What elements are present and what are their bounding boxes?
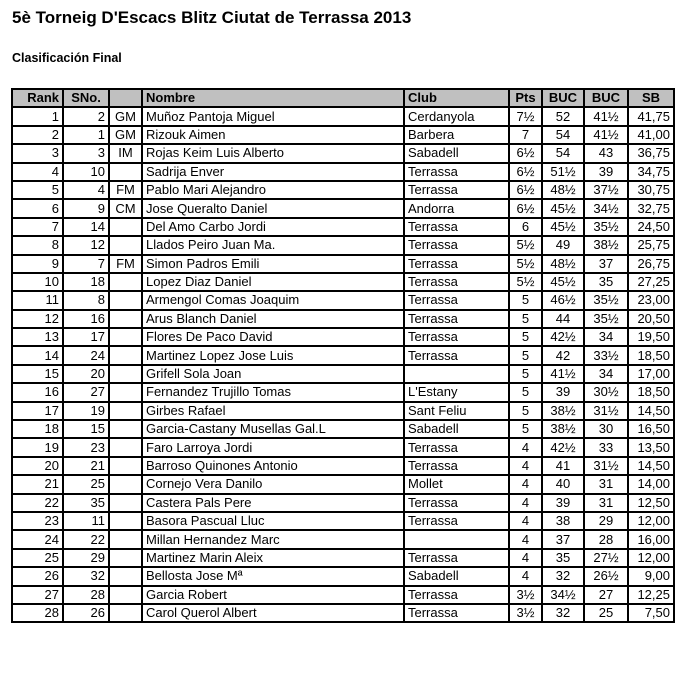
cell-name: Millan Hernandez Marc — [142, 530, 404, 548]
cell-buc2: 35½ — [584, 291, 628, 309]
cell-buc1: 39 — [542, 383, 584, 401]
cell-title: IM — [109, 144, 142, 162]
cell-buc1: 40 — [542, 475, 584, 493]
header-row — [12, 89, 674, 107]
cell-rank: 18 — [12, 420, 63, 438]
cell-sno: 1 — [63, 126, 109, 144]
cell-buc2: 33½ — [584, 346, 628, 364]
table-row — [12, 438, 674, 456]
cell-title — [109, 218, 142, 236]
cell-sno: 12 — [63, 236, 109, 254]
cell-title — [109, 402, 142, 420]
cell-buc2: 29 — [584, 512, 628, 530]
cell-sb: 41,75 — [628, 107, 674, 125]
cell-buc2: 43 — [584, 144, 628, 162]
cell-buc2: 39 — [584, 163, 628, 181]
cell-name: Grifell Sola Joan — [142, 365, 404, 383]
cell-pts: 5 — [509, 310, 542, 328]
cell-name: Martinez Marin Aleix — [142, 549, 404, 567]
cell-pts: 5 — [509, 291, 542, 309]
cell-sb: 34,75 — [628, 163, 674, 181]
cell-buc1: 44 — [542, 310, 584, 328]
cell-sb: 30,75 — [628, 181, 674, 199]
header-sb: SB — [628, 89, 674, 107]
cell-sb: 25,75 — [628, 236, 674, 254]
cell-title — [109, 457, 142, 475]
cell-club: Sabadell — [404, 144, 509, 162]
cell-title: FM — [109, 181, 142, 199]
cell-club: Terrassa — [404, 273, 509, 291]
cell-sno: 32 — [63, 567, 109, 585]
cell-name: Castera Pals Pere — [142, 494, 404, 512]
cell-title — [109, 365, 142, 383]
cell-pts: 5 — [509, 365, 542, 383]
cell-sb: 20,50 — [628, 310, 674, 328]
cell-title — [109, 383, 142, 401]
cell-name: Faro Larroya Jordi — [142, 438, 404, 456]
cell-rank: 16 — [12, 383, 63, 401]
cell-sb: 19,50 — [628, 328, 674, 346]
cell-buc1: 52 — [542, 107, 584, 125]
table-row — [12, 604, 674, 622]
cell-club: Terrassa — [404, 218, 509, 236]
cell-name: Arus Blanch Daniel — [142, 310, 404, 328]
cell-club: Mollet — [404, 475, 509, 493]
header-buc1: BUC — [542, 89, 584, 107]
cell-club: Terrassa — [404, 438, 509, 456]
standings-table — [11, 88, 675, 623]
cell-buc1: 39 — [542, 494, 584, 512]
cell-sb: 9,00 — [628, 567, 674, 585]
cell-title — [109, 273, 142, 291]
table-row — [12, 181, 674, 199]
cell-title — [109, 512, 142, 530]
cell-sb: 12,25 — [628, 586, 674, 604]
cell-pts: 3½ — [509, 586, 542, 604]
cell-sno: 27 — [63, 383, 109, 401]
cell-rank: 11 — [12, 291, 63, 309]
cell-rank: 15 — [12, 365, 63, 383]
cell-rank: 26 — [12, 567, 63, 585]
cell-sb: 7,50 — [628, 604, 674, 622]
cell-sno: 29 — [63, 549, 109, 567]
cell-sno: 28 — [63, 586, 109, 604]
cell-buc1: 54 — [542, 126, 584, 144]
cell-name: Flores De Paco David — [142, 328, 404, 346]
cell-sb: 16,00 — [628, 530, 674, 548]
cell-pts: 4 — [509, 457, 542, 475]
cell-rank: 10 — [12, 273, 63, 291]
cell-buc2: 37 — [584, 255, 628, 273]
cell-pts: 6½ — [509, 144, 542, 162]
cell-rank: 24 — [12, 530, 63, 548]
cell-buc2: 35½ — [584, 218, 628, 236]
cell-pts: 5½ — [509, 273, 542, 291]
cell-buc2: 31 — [584, 494, 628, 512]
header-club: Club — [404, 89, 509, 107]
cell-rank: 28 — [12, 604, 63, 622]
cell-buc1: 38 — [542, 512, 584, 530]
cell-name: Sadrija Enver — [142, 163, 404, 181]
cell-buc1: 41½ — [542, 365, 584, 383]
cell-name: Cornejo Vera Danilo — [142, 475, 404, 493]
cell-sno: 8 — [63, 291, 109, 309]
cell-rank: 2 — [12, 126, 63, 144]
cell-name: Muñoz Pantoja Miguel — [142, 107, 404, 125]
cell-rank: 7 — [12, 218, 63, 236]
table-row — [12, 310, 674, 328]
cell-name: Barroso Quinones Antonio — [142, 457, 404, 475]
cell-buc1: 34½ — [542, 586, 584, 604]
cell-buc1: 37 — [542, 530, 584, 548]
cell-sno: 22 — [63, 530, 109, 548]
cell-title: GM — [109, 126, 142, 144]
table-row — [12, 163, 674, 181]
cell-buc2: 37½ — [584, 181, 628, 199]
cell-name: Lopez Diaz Daniel — [142, 273, 404, 291]
cell-buc1: 35 — [542, 549, 584, 567]
cell-pts: 5 — [509, 420, 542, 438]
cell-buc2: 38½ — [584, 236, 628, 254]
cell-buc2: 34 — [584, 328, 628, 346]
table-row — [12, 365, 674, 383]
cell-sb: 24,50 — [628, 218, 674, 236]
cell-pts: 7 — [509, 126, 542, 144]
table-row — [12, 549, 674, 567]
table-row — [12, 567, 674, 585]
table-row — [12, 107, 674, 125]
cell-buc1: 49 — [542, 236, 584, 254]
table-row — [12, 586, 674, 604]
cell-sb: 14,50 — [628, 402, 674, 420]
table-row — [12, 126, 674, 144]
cell-buc1: 42½ — [542, 438, 584, 456]
cell-sno: 2 — [63, 107, 109, 125]
cell-club: Terrassa — [404, 549, 509, 567]
cell-sno: 23 — [63, 438, 109, 456]
document-subtitle: Clasificación Final — [12, 51, 122, 65]
cell-rank: 23 — [12, 512, 63, 530]
cell-sno: 26 — [63, 604, 109, 622]
cell-sno: 21 — [63, 457, 109, 475]
cell-sb: 12,50 — [628, 494, 674, 512]
table-row — [12, 199, 674, 217]
cell-title — [109, 549, 142, 567]
cell-buc2: 33 — [584, 438, 628, 456]
table-row — [12, 291, 674, 309]
cell-sno: 7 — [63, 255, 109, 273]
cell-buc2: 27½ — [584, 549, 628, 567]
cell-club: Cerdanyola — [404, 107, 509, 125]
table-row — [12, 218, 674, 236]
cell-pts: 7½ — [509, 107, 542, 125]
cell-buc1: 46½ — [542, 291, 584, 309]
cell-rank: 8 — [12, 236, 63, 254]
cell-buc2: 41½ — [584, 107, 628, 125]
cell-pts: 6½ — [509, 199, 542, 217]
cell-pts: 5 — [509, 402, 542, 420]
table-row — [12, 420, 674, 438]
cell-club: Terrassa — [404, 328, 509, 346]
cell-name: Rizouk Aimen — [142, 126, 404, 144]
cell-title — [109, 438, 142, 456]
cell-sb: 12,00 — [628, 549, 674, 567]
cell-buc2: 26½ — [584, 567, 628, 585]
table-row — [12, 383, 674, 401]
cell-pts: 3½ — [509, 604, 542, 622]
cell-sno: 18 — [63, 273, 109, 291]
cell-rank: 4 — [12, 163, 63, 181]
header-name: Nombre — [142, 89, 404, 107]
cell-club: Andorra — [404, 199, 509, 217]
cell-name: Garcia Robert — [142, 586, 404, 604]
cell-rank: 9 — [12, 255, 63, 273]
cell-sno: 17 — [63, 328, 109, 346]
table-row — [12, 236, 674, 254]
cell-pts: 4 — [509, 512, 542, 530]
cell-buc1: 54 — [542, 144, 584, 162]
cell-sb: 12,00 — [628, 512, 674, 530]
cell-title — [109, 310, 142, 328]
cell-name: Garcia-Castany Musellas Gal.L — [142, 420, 404, 438]
cell-club: Terrassa — [404, 181, 509, 199]
cell-pts: 4 — [509, 475, 542, 493]
cell-rank: 14 — [12, 346, 63, 364]
cell-club: Terrassa — [404, 457, 509, 475]
cell-name: Carol Querol Albert — [142, 604, 404, 622]
cell-club: Sabadell — [404, 567, 509, 585]
cell-pts: 4 — [509, 438, 542, 456]
cell-title — [109, 604, 142, 622]
cell-sno: 9 — [63, 199, 109, 217]
cell-sno: 4 — [63, 181, 109, 199]
cell-buc2: 34½ — [584, 199, 628, 217]
cell-sb: 14,50 — [628, 457, 674, 475]
cell-pts: 6½ — [509, 181, 542, 199]
cell-sb: 36,75 — [628, 144, 674, 162]
table-row — [12, 273, 674, 291]
cell-sb: 18,50 — [628, 346, 674, 364]
cell-title: FM — [109, 255, 142, 273]
cell-buc1: 32 — [542, 567, 584, 585]
cell-buc2: 25 — [584, 604, 628, 622]
cell-buc2: 27 — [584, 586, 628, 604]
cell-buc1: 42½ — [542, 328, 584, 346]
table-row — [12, 144, 674, 162]
cell-pts: 4 — [509, 567, 542, 585]
cell-club: Barbera — [404, 126, 509, 144]
cell-sno: 35 — [63, 494, 109, 512]
cell-buc2: 28 — [584, 530, 628, 548]
cell-buc1: 38½ — [542, 402, 584, 420]
cell-sno: 3 — [63, 144, 109, 162]
cell-sb: 13,50 — [628, 438, 674, 456]
cell-club: Terrassa — [404, 310, 509, 328]
cell-title — [109, 530, 142, 548]
cell-club: Terrassa — [404, 346, 509, 364]
header-buc2: BUC — [584, 89, 628, 107]
cell-buc1: 32 — [542, 604, 584, 622]
cell-rank: 1 — [12, 107, 63, 125]
cell-sb: 18,50 — [628, 383, 674, 401]
cell-name: Fernandez Trujillo Tomas — [142, 383, 404, 401]
cell-name: Del Amo Carbo Jordi — [142, 218, 404, 236]
cell-sb: 16,50 — [628, 420, 674, 438]
cell-name: Llados Peiro Juan Ma. — [142, 236, 404, 254]
cell-name: Armengol Comas Joaquim — [142, 291, 404, 309]
header-pts: Pts — [509, 89, 542, 107]
header-rank: Rank — [12, 89, 63, 107]
cell-buc2: 35 — [584, 273, 628, 291]
cell-sb: 23,00 — [628, 291, 674, 309]
cell-buc1: 48½ — [542, 181, 584, 199]
cell-name: Martinez Lopez Jose Luis — [142, 346, 404, 364]
cell-title: CM — [109, 199, 142, 217]
cell-name: Girbes Rafael — [142, 402, 404, 420]
cell-title — [109, 346, 142, 364]
cell-rank: 5 — [12, 181, 63, 199]
cell-rank: 12 — [12, 310, 63, 328]
cell-rank: 19 — [12, 438, 63, 456]
cell-buc1: 48½ — [542, 255, 584, 273]
table-row — [12, 402, 674, 420]
cell-club: Terrassa — [404, 604, 509, 622]
cell-sno: 16 — [63, 310, 109, 328]
cell-pts: 5 — [509, 328, 542, 346]
cell-pts: 5 — [509, 346, 542, 364]
cell-sb: 41,00 — [628, 126, 674, 144]
cell-club: Sant Feliu — [404, 402, 509, 420]
table-row — [12, 255, 674, 273]
cell-sno: 20 — [63, 365, 109, 383]
cell-buc2: 30½ — [584, 383, 628, 401]
cell-buc2: 30 — [584, 420, 628, 438]
cell-buc2: 31½ — [584, 402, 628, 420]
cell-sno: 19 — [63, 402, 109, 420]
table-row — [12, 475, 674, 493]
cell-title — [109, 420, 142, 438]
cell-club: Terrassa — [404, 236, 509, 254]
cell-pts: 6 — [509, 218, 542, 236]
cell-club: Terrassa — [404, 586, 509, 604]
cell-buc2: 35½ — [584, 310, 628, 328]
cell-pts: 4 — [509, 494, 542, 512]
cell-rank: 17 — [12, 402, 63, 420]
cell-club: Terrassa — [404, 255, 509, 273]
cell-club: Sabadell — [404, 420, 509, 438]
cell-rank: 25 — [12, 549, 63, 567]
cell-sno: 11 — [63, 512, 109, 530]
cell-title — [109, 236, 142, 254]
cell-name: Bellosta Jose Mª — [142, 567, 404, 585]
cell-pts: 5 — [509, 383, 542, 401]
cell-club — [404, 530, 509, 548]
cell-sno: 10 — [63, 163, 109, 181]
cell-club: Terrassa — [404, 494, 509, 512]
cell-name: Basora Pascual Lluc — [142, 512, 404, 530]
cell-sb: 26,75 — [628, 255, 674, 273]
cell-rank: 21 — [12, 475, 63, 493]
document-title: 5è Torneig D'Escacs Blitz Ciutat de Terrassa 2013 — [12, 8, 412, 27]
cell-pts: 5½ — [509, 236, 542, 254]
cell-rank: 13 — [12, 328, 63, 346]
table-row — [12, 530, 674, 548]
cell-club — [404, 365, 509, 383]
cell-name: Simon Padros Emili — [142, 255, 404, 273]
cell-title — [109, 291, 142, 309]
table-body — [12, 107, 674, 622]
cell-rank: 6 — [12, 199, 63, 217]
cell-sno: 24 — [63, 346, 109, 364]
cell-buc1: 42 — [542, 346, 584, 364]
cell-name: Rojas Keim Luis Alberto — [142, 144, 404, 162]
cell-title — [109, 567, 142, 585]
cell-buc1: 51½ — [542, 163, 584, 181]
cell-sno: 14 — [63, 218, 109, 236]
cell-name: Pablo Mari Alejandro — [142, 181, 404, 199]
cell-sno: 25 — [63, 475, 109, 493]
table-row — [12, 328, 674, 346]
cell-title — [109, 328, 142, 346]
cell-pts: 6½ — [509, 163, 542, 181]
table-row — [12, 494, 674, 512]
cell-club: Terrassa — [404, 291, 509, 309]
header-sno: SNo. — [63, 89, 109, 107]
cell-buc1: 45½ — [542, 273, 584, 291]
table-row — [12, 457, 674, 475]
cell-buc2: 31½ — [584, 457, 628, 475]
cell-pts: 4 — [509, 549, 542, 567]
cell-sb: 32,75 — [628, 199, 674, 217]
cell-buc2: 41½ — [584, 126, 628, 144]
cell-buc1: 41 — [542, 457, 584, 475]
cell-pts: 5½ — [509, 255, 542, 273]
cell-sb: 27,25 — [628, 273, 674, 291]
cell-title — [109, 586, 142, 604]
cell-pts: 4 — [509, 530, 542, 548]
cell-club: Terrassa — [404, 163, 509, 181]
cell-rank: 22 — [12, 494, 63, 512]
cell-title — [109, 163, 142, 181]
header-title — [109, 89, 142, 107]
table-row — [12, 346, 674, 364]
cell-buc2: 31 — [584, 475, 628, 493]
cell-rank: 20 — [12, 457, 63, 475]
cell-buc1: 45½ — [542, 199, 584, 217]
cell-buc1: 38½ — [542, 420, 584, 438]
cell-rank: 3 — [12, 144, 63, 162]
cell-name: Jose Queralto Daniel — [142, 199, 404, 217]
cell-sno: 15 — [63, 420, 109, 438]
cell-sb: 14,00 — [628, 475, 674, 493]
cell-club: L'Estany — [404, 383, 509, 401]
cell-title — [109, 475, 142, 493]
table-row — [12, 512, 674, 530]
cell-rank: 27 — [12, 586, 63, 604]
cell-title — [109, 494, 142, 512]
cell-buc1: 45½ — [542, 218, 584, 236]
cell-club: Terrassa — [404, 512, 509, 530]
cell-buc2: 34 — [584, 365, 628, 383]
cell-sb: 17,00 — [628, 365, 674, 383]
cell-title: GM — [109, 107, 142, 125]
